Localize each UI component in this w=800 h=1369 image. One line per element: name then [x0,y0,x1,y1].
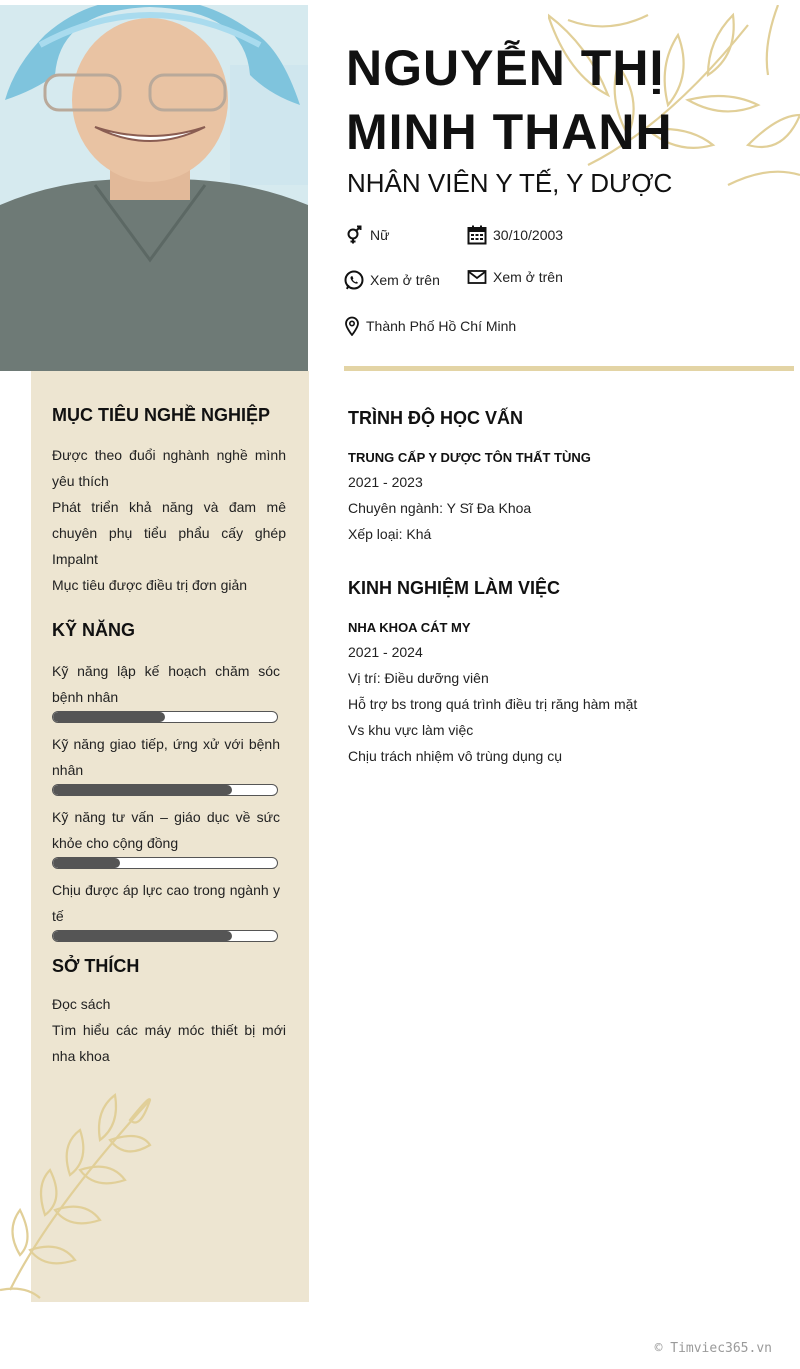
skill-item [52,658,280,723]
whatsapp-icon [344,270,364,290]
address-value: Thành Phố Hồ Chí Minh [366,318,517,334]
education-school: TRUNG CẤP Y DƯỢC TÔN THẤT TÙNG [348,450,591,465]
name-line-2: MINH THANH [346,104,673,160]
objective-list [52,442,286,598]
gender-icon [344,225,364,245]
experience-details [348,639,637,769]
skill-bar-fill [53,931,232,941]
gender-value: Nữ [370,227,390,243]
phone-info [344,270,440,290]
birthday-info [467,225,563,245]
experience-duty: Chịu trách nhiệm vô trùng dụng cụ [348,748,563,764]
skill-label: Kỹ năng lập kế hoạch chăm sóc bệnh nhân [52,663,280,705]
skill-item [52,731,280,796]
skill-bar [52,930,278,942]
leaf-decoration-bottom [0,1090,170,1302]
skills-title: KỸ NĂNG [52,620,136,640]
skill-label: Chịu được áp lực cao trong ngành y tế [52,882,280,924]
email-value: Xem ở trên [493,269,563,285]
skill-item [52,877,280,942]
hobby-line: Đọc sách [52,996,111,1012]
skill-bar [52,711,278,723]
email-info [467,267,563,287]
hobbies-title: SỞ THÍCH [52,956,140,976]
location-pin-icon [344,316,360,336]
experience-duty: Vs khu vực làm việc [348,722,474,738]
profile-photo [0,5,308,371]
job-title: NHÂN VIÊN Y TẾ, Y DƯỢC [347,168,673,198]
education-period: 2021 - 2023 [348,474,423,490]
education-grade: Xếp loại: Khá [348,526,432,542]
gender-info [344,225,389,245]
skill-bar-fill [53,785,232,795]
skill-item [52,804,280,869]
skill-bar [52,857,278,869]
education-details [348,469,531,547]
header-divider [344,366,794,371]
experience-company: NHA KHOA CÁT MY [348,620,471,635]
skills-list [52,658,280,950]
objective-line: Mục tiêu được điều trị đơn giản [52,577,248,593]
name-line-1: NGUYỄN THỊ [346,40,665,96]
skill-bar-fill [53,858,120,868]
experience-duty: Hỗ trợ bs trong quá trình điều trị răng hàm mặt [348,696,638,712]
hobby-line: Tìm hiểu các máy móc thiết bị mới nha khoa [52,1022,286,1064]
education-major: Chuyên ngành: Y Sĩ Đa Khoa [348,500,532,516]
skill-label: Kỹ năng tư vấn – giáo dục về sức khỏe cho cộng đồng [52,809,280,851]
experience-period: 2021 - 2024 [348,644,423,660]
education-title: TRÌNH ĐỘ HỌC VẤN [348,408,523,428]
candidate-name [346,36,673,164]
objective-title: MỤC TIÊU NGHỀ NGHIỆP [52,405,271,425]
experience-title: KINH NGHIỆM LÀM VIỆC [348,578,561,598]
skill-bar-fill [53,712,165,722]
skill-label: Kỹ năng giao tiếp, ứng xử với bệnh nhân [52,736,280,778]
watermark: © Timviec365.vn [654,1341,772,1356]
skill-bar [52,784,278,796]
objective-line: Phát triển khả năng và đam mê chuyên phụ tiểu phẩu cấy ghép Impalnt [52,499,286,567]
objective-line: Được theo đuổi nghành nghề mình yêu thích [52,447,286,489]
experience-position: Vị trí: Điều dưỡng viên [348,670,489,686]
address-info [344,316,516,336]
phone-value: Xem ở trên [370,272,440,288]
birthday-value: 30/10/2003 [493,227,564,243]
hobbies-list [52,991,286,1069]
envelope-icon [467,267,487,287]
calendar-icon [467,225,487,245]
